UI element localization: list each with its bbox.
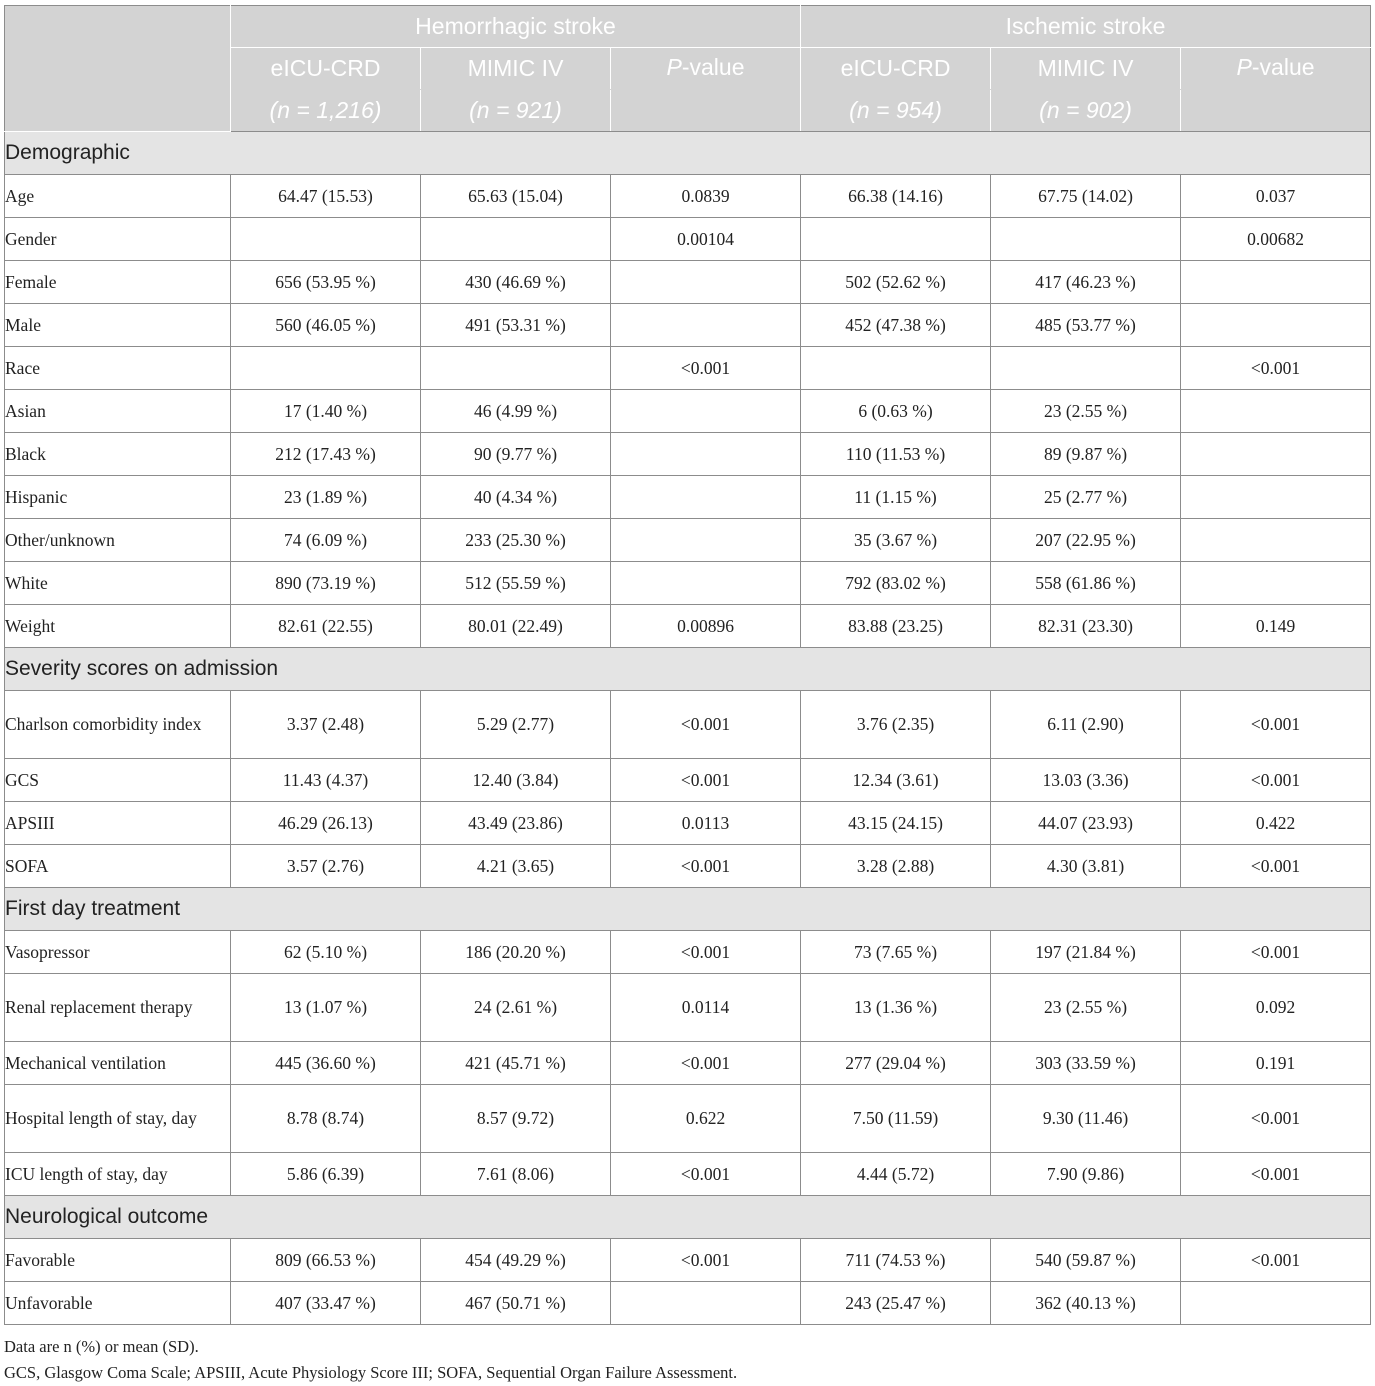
n-hem-mimic: (n = 921)	[421, 90, 611, 132]
table-cell: <0.001	[1181, 347, 1371, 390]
table-cell: 4.30 (3.81)	[991, 845, 1181, 888]
table-cell: 5.86 (6.39)	[231, 1153, 421, 1196]
col-header-isc-mimic: MIMIC IV	[991, 48, 1181, 90]
table-row	[5, 1282, 1371, 1325]
table-cell: 454 (49.29 %)	[421, 1239, 611, 1282]
group-header-ischemic: Ischemic stroke	[801, 6, 1371, 48]
table-cell: 23 (2.55 %)	[991, 390, 1181, 433]
row-label: ICU length of stay, day	[5, 1153, 231, 1196]
table-cell: 9.30 (11.46)	[991, 1085, 1181, 1153]
row-label: Mechanical ventilation	[5, 1042, 231, 1085]
table-cell: 46 (4.99 %)	[421, 390, 611, 433]
table-cell: 558 (61.86 %)	[991, 562, 1181, 605]
table-cell: 7.61 (8.06)	[421, 1153, 611, 1196]
n-isc-eicu: (n = 954)	[801, 90, 991, 132]
table-cell: 83.88 (23.25)	[801, 605, 991, 648]
n-hem-eicu: (n = 1,216)	[231, 90, 421, 132]
col-header-hem-mimic: MIMIC IV	[421, 48, 611, 90]
table-row	[5, 390, 1371, 433]
table-cell: 25 (2.77 %)	[991, 476, 1181, 519]
table-cell: 13.03 (3.36)	[991, 759, 1181, 802]
table-row	[5, 218, 1371, 261]
table-cell: 80.01 (22.49)	[421, 605, 611, 648]
table-cell: <0.001	[611, 1239, 801, 1282]
p-letter: P	[1236, 54, 1252, 80]
table-cell: 512 (55.59 %)	[421, 562, 611, 605]
table-cell	[991, 347, 1181, 390]
row-label: Weight	[5, 605, 231, 648]
table-cell: 452 (47.38 %)	[801, 304, 991, 347]
table-row	[5, 175, 1371, 218]
table-cell: 12.34 (3.61)	[801, 759, 991, 802]
footnote-2: GCS, Glasgow Coma Scale; APSIII, Acute Physiology Score III; SOFA, Sequential Organ Failure Assessment.	[4, 1363, 738, 1382]
section-row	[5, 1196, 1371, 1239]
table-cell: 90 (9.77 %)	[421, 433, 611, 476]
table-cell	[1181, 519, 1371, 562]
table-cell: 502 (52.62 %)	[801, 261, 991, 304]
table-header	[5, 6, 1371, 132]
table-cell	[611, 476, 801, 519]
row-label: Female	[5, 261, 231, 304]
table-body	[5, 132, 1371, 1325]
table-cell: 656 (53.95 %)	[231, 261, 421, 304]
section-row	[5, 648, 1371, 691]
table-cell: 74 (6.09 %)	[231, 519, 421, 562]
table-cell	[991, 218, 1181, 261]
table-cell	[801, 347, 991, 390]
table-cell: <0.001	[1181, 845, 1371, 888]
table-cell: 467 (50.71 %)	[421, 1282, 611, 1325]
table-row	[5, 759, 1371, 802]
table-cell	[1181, 390, 1371, 433]
table-cell: 66.38 (14.16)	[801, 175, 991, 218]
col-header-isc-pvalue	[1181, 48, 1371, 132]
table-cell: 407 (33.47 %)	[231, 1282, 421, 1325]
row-label: Charlson comorbidity index	[5, 691, 231, 759]
table-cell: 560 (46.05 %)	[231, 304, 421, 347]
table-cell: <0.001	[611, 691, 801, 759]
p-suffix: -value	[681, 54, 745, 80]
table-cell: <0.001	[1181, 759, 1371, 802]
table-cell: 711 (74.53 %)	[801, 1239, 991, 1282]
p-letter: P	[666, 54, 682, 80]
table-cell: 7.50 (11.59)	[801, 1085, 991, 1153]
table-cell: 540 (59.87 %)	[991, 1239, 1181, 1282]
row-label: Race	[5, 347, 231, 390]
table-cell: 0.00104	[611, 218, 801, 261]
table-row	[5, 845, 1371, 888]
table-cell: <0.001	[1181, 1239, 1371, 1282]
section-title: First day treatment	[5, 888, 1371, 931]
table-cell: 17 (1.40 %)	[231, 390, 421, 433]
table-cell: <0.001	[611, 1042, 801, 1085]
table-cell: 0.0113	[611, 802, 801, 845]
row-label: Hispanic	[5, 476, 231, 519]
table-cell: 277 (29.04 %)	[801, 1042, 991, 1085]
table-cell: 207 (22.95 %)	[991, 519, 1181, 562]
table-cell: 0.092	[1181, 974, 1371, 1042]
table-cell: 243 (25.47 %)	[801, 1282, 991, 1325]
table-cell	[231, 218, 421, 261]
table-cell: 890 (73.19 %)	[231, 562, 421, 605]
table-cell: 186 (20.20 %)	[421, 931, 611, 974]
row-label: Renal replacement therapy	[5, 974, 231, 1042]
table-cell: 13 (1.36 %)	[801, 974, 991, 1042]
table-cell	[1181, 476, 1371, 519]
table-cell: 62 (5.10 %)	[231, 931, 421, 974]
data-table	[4, 5, 1371, 1325]
table-cell: 3.28 (2.88)	[801, 845, 991, 888]
table-cell: 0.191	[1181, 1042, 1371, 1085]
table-cell: <0.001	[611, 931, 801, 974]
table-cell: 421 (45.71 %)	[421, 1042, 611, 1085]
table-cell: 417 (46.23 %)	[991, 261, 1181, 304]
table-cell: 12.40 (3.84)	[421, 759, 611, 802]
table-cell: 0.037	[1181, 175, 1371, 218]
table-row	[5, 562, 1371, 605]
row-label: Age	[5, 175, 231, 218]
table-row	[5, 519, 1371, 562]
table-cell: 197 (21.84 %)	[991, 931, 1181, 974]
table-cell: 43.15 (24.15)	[801, 802, 991, 845]
table-cell	[1181, 261, 1371, 304]
table-footnotes	[4, 1334, 1370, 1386]
table-cell	[611, 433, 801, 476]
row-label: GCS	[5, 759, 231, 802]
row-label: Gender	[5, 218, 231, 261]
table-cell	[611, 519, 801, 562]
header-corner	[5, 6, 231, 132]
table-cell: 11 (1.15 %)	[801, 476, 991, 519]
row-label: Vasopressor	[5, 931, 231, 974]
row-label: Male	[5, 304, 231, 347]
table-row	[5, 261, 1371, 304]
table-cell: 3.57 (2.76)	[231, 845, 421, 888]
table-cell: 40 (4.34 %)	[421, 476, 611, 519]
table-cell: <0.001	[611, 759, 801, 802]
table-row	[5, 347, 1371, 390]
table-cell	[611, 261, 801, 304]
table-cell: 303 (33.59 %)	[991, 1042, 1181, 1085]
table-row	[5, 433, 1371, 476]
table-cell: 65.63 (15.04)	[421, 175, 611, 218]
table-cell: 13 (1.07 %)	[231, 974, 421, 1042]
group-header-hemorrhagic: Hemorrhagic stroke	[231, 6, 801, 48]
table-cell: <0.001	[1181, 1085, 1371, 1153]
table-row	[5, 1153, 1371, 1196]
table-cell: 0.422	[1181, 802, 1371, 845]
table-cell	[1181, 304, 1371, 347]
section-title: Neurological outcome	[5, 1196, 1371, 1239]
table-cell: 6.11 (2.90)	[991, 691, 1181, 759]
row-label: White	[5, 562, 231, 605]
section-title: Demographic	[5, 132, 1371, 175]
table-cell: 3.76 (2.35)	[801, 691, 991, 759]
table-cell: 43.49 (23.86)	[421, 802, 611, 845]
section-title: Severity scores on admission	[5, 648, 1371, 691]
table-cell	[801, 218, 991, 261]
table-cell: 11.43 (4.37)	[231, 759, 421, 802]
footnote-1: Data are n (%) or mean (SD).	[4, 1337, 199, 1356]
table-cell: 809 (66.53 %)	[231, 1239, 421, 1282]
table-cell	[1181, 562, 1371, 605]
table-cell: 445 (36.60 %)	[231, 1042, 421, 1085]
table-cell	[421, 347, 611, 390]
row-label: Hospital length of stay, day	[5, 1085, 231, 1153]
table-row	[5, 476, 1371, 519]
table-row	[5, 1239, 1371, 1282]
table-cell	[611, 304, 801, 347]
col-header-hem-pvalue	[611, 48, 801, 132]
table-cell: 4.44 (5.72)	[801, 1153, 991, 1196]
table-cell: 362 (40.13 %)	[991, 1282, 1181, 1325]
table-cell: 792 (83.02 %)	[801, 562, 991, 605]
table-row	[5, 304, 1371, 347]
table-cell: 82.31 (23.30)	[991, 605, 1181, 648]
section-row	[5, 888, 1371, 931]
table-cell: 82.61 (22.55)	[231, 605, 421, 648]
table-cell	[611, 1282, 801, 1325]
table-cell: 89 (9.87 %)	[991, 433, 1181, 476]
p-suffix: -value	[1251, 54, 1315, 80]
table-cell: 73 (7.65 %)	[801, 931, 991, 974]
table-row	[5, 974, 1371, 1042]
table-cell: <0.001	[1181, 931, 1371, 974]
table-cell: 23 (2.55 %)	[991, 974, 1181, 1042]
row-label: Favorable	[5, 1239, 231, 1282]
table-cell: 0.0839	[611, 175, 801, 218]
table-cell: 0.00896	[611, 605, 801, 648]
table-cell: 485 (53.77 %)	[991, 304, 1181, 347]
table-cell: 3.37 (2.48)	[231, 691, 421, 759]
row-label: Asian	[5, 390, 231, 433]
table-cell: 0.622	[611, 1085, 801, 1153]
table-cell	[231, 347, 421, 390]
table-cell: 64.47 (15.53)	[231, 175, 421, 218]
row-label: Unfavorable	[5, 1282, 231, 1325]
col-header-isc-eicu: eICU-CRD	[801, 48, 991, 90]
table-cell: 44.07 (23.93)	[991, 802, 1181, 845]
table-cell	[1181, 433, 1371, 476]
table-cell: 491 (53.31 %)	[421, 304, 611, 347]
table-cell	[611, 390, 801, 433]
table-cell: 8.78 (8.74)	[231, 1085, 421, 1153]
table-cell: 110 (11.53 %)	[801, 433, 991, 476]
table-cell: <0.001	[1181, 691, 1371, 759]
table-cell: <0.001	[611, 347, 801, 390]
table-cell: 23 (1.89 %)	[231, 476, 421, 519]
table-cell: 67.75 (14.02)	[991, 175, 1181, 218]
table-cell: 0.0114	[611, 974, 801, 1042]
table-cell: 5.29 (2.77)	[421, 691, 611, 759]
row-label: Black	[5, 433, 231, 476]
table-row	[5, 931, 1371, 974]
table-cell: 7.90 (9.86)	[991, 1153, 1181, 1196]
row-label: SOFA	[5, 845, 231, 888]
table-cell: 46.29 (26.13)	[231, 802, 421, 845]
table-row	[5, 691, 1371, 759]
table-cell: 4.21 (3.65)	[421, 845, 611, 888]
table-row	[5, 1085, 1371, 1153]
col-header-hem-eicu: eICU-CRD	[231, 48, 421, 90]
table-cell: 8.57 (9.72)	[421, 1085, 611, 1153]
table-cell: <0.001	[1181, 1153, 1371, 1196]
table-row	[5, 1042, 1371, 1085]
n-isc-mimic: (n = 902)	[991, 90, 1181, 132]
section-row	[5, 132, 1371, 175]
table-cell: <0.001	[611, 1153, 801, 1196]
table-cell: 0.149	[1181, 605, 1371, 648]
table-cell: 212 (17.43 %)	[231, 433, 421, 476]
table-row	[5, 605, 1371, 648]
table-cell	[611, 562, 801, 605]
table-cell: 233 (25.30 %)	[421, 519, 611, 562]
table-cell: <0.001	[611, 845, 801, 888]
table-cell: 0.00682	[1181, 218, 1371, 261]
table-cell: 24 (2.61 %)	[421, 974, 611, 1042]
table-cell: 6 (0.63 %)	[801, 390, 991, 433]
table-cell	[1181, 1282, 1371, 1325]
table-cell	[421, 218, 611, 261]
table-cell: 430 (46.69 %)	[421, 261, 611, 304]
table-cell: 35 (3.67 %)	[801, 519, 991, 562]
row-label: APSIII	[5, 802, 231, 845]
row-label: Other/unknown	[5, 519, 231, 562]
table-row	[5, 802, 1371, 845]
